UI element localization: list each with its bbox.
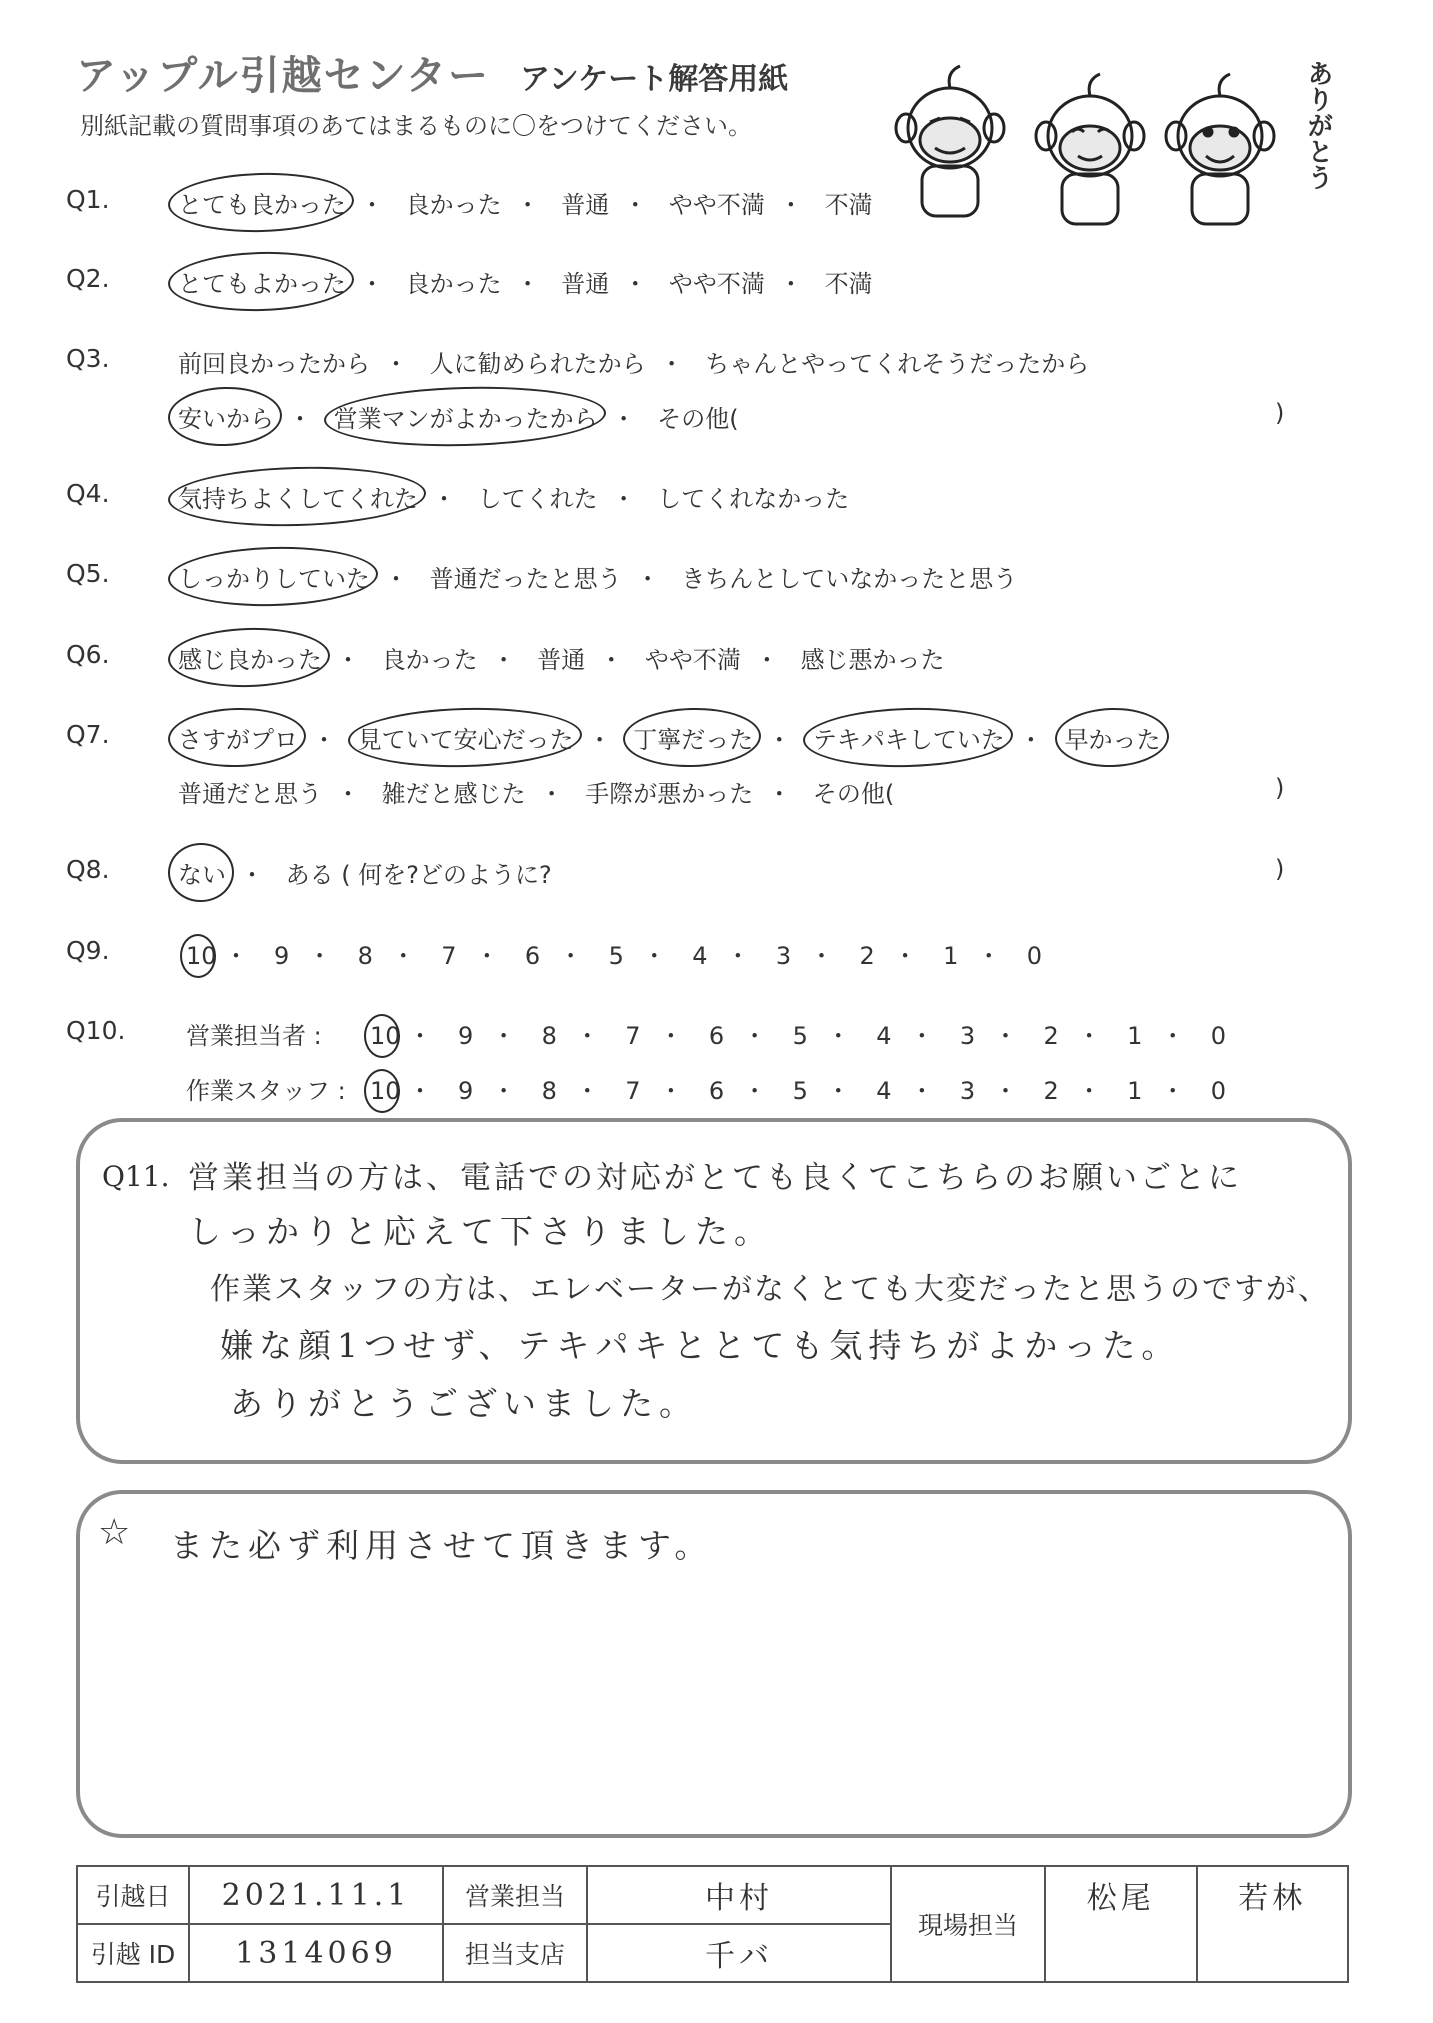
q3-option: 前回良かったから — [178, 350, 370, 378]
q10-staff-score: 5 — [792, 1077, 808, 1105]
q10-staff-score: 2 — [1043, 1077, 1059, 1105]
q7-option-other: その他( — [812, 780, 895, 808]
sales-rep-label: 営業担当 — [443, 1866, 587, 1924]
q10-staff-score: 7 — [625, 1077, 641, 1105]
mascot-middle — [1036, 74, 1144, 224]
move-id-value: 1314069 — [189, 1924, 443, 1982]
q10-staff-score-selected: 10 — [370, 1077, 401, 1105]
q11-comment-box — [76, 1118, 1352, 1464]
q7-option-selected: 見ていて安心だった — [358, 720, 574, 755]
document-title: アップル引越センター — [76, 53, 490, 99]
q10-sales-score-selected: 10 — [370, 1022, 401, 1050]
q9-score: 4 — [692, 942, 708, 970]
q6-option-selected: 感じ良かった — [178, 640, 322, 675]
moving-info-table — [76, 1865, 1349, 1983]
q4-label: Q4. — [66, 479, 110, 508]
q1-option-selected: とても良かった — [178, 185, 346, 220]
q7-label: Q7. — [66, 720, 110, 749]
q10-staff-score: 8 — [541, 1077, 557, 1105]
q3-option: ちゃんとやってくれそうだったから — [705, 350, 1090, 378]
q10-sales-score: 1 — [1127, 1022, 1143, 1050]
q6-label: Q6. — [66, 640, 110, 669]
move-date-label: 引越日 — [77, 1866, 189, 1924]
q9-label: Q9. — [66, 936, 110, 965]
q10-staff-scale: 10 ・ 9 ・ 8 ・ 7 ・ 6 ・ 5 ・ 4 ・ 3 ・ 2 ・ 1 ・ 0 — [370, 1071, 1230, 1106]
q10-staff-score: 3 — [959, 1077, 976, 1105]
q8-option: ある ( 何を?どのように? — [285, 861, 552, 889]
q5-options: しっかりしていた ・ 普通だったと思う ・ きちんとしていなかったと思う — [178, 559, 1017, 594]
q4-options: 気持ちよくしてくれた ・ してくれた ・ してくれなかった — [178, 479, 849, 514]
q2-option-selected: とてもよかった — [178, 264, 346, 299]
q1-label: Q1. — [66, 185, 110, 214]
q7-options-line1: さすがプロ ・ 見ていて安心だった ・ 丁寧だった ・ テキパキしていた ・ 早かった — [178, 720, 1161, 755]
q9-score: 2 — [859, 942, 875, 970]
q10-staff-score: 0 — [1210, 1077, 1227, 1105]
q3-option-other: その他( — [657, 405, 739, 433]
q11-label: Q11. — [102, 1160, 170, 1193]
q9-score: 3 — [775, 942, 792, 970]
q8-paren-close: ) — [1275, 855, 1285, 883]
q6-option: 感じ悪かった — [800, 646, 945, 674]
q11-comment-line: しっかりと応えて下さりました。 — [188, 1212, 773, 1251]
q8-option-selected: ない — [178, 855, 226, 890]
q2-option: 普通 — [561, 270, 610, 298]
q1-option: 不満 — [824, 191, 873, 219]
q7-paren-close: ) — [1275, 774, 1285, 802]
q10-sales-score: 5 — [792, 1022, 808, 1050]
q3-options-line2: 安いから ・ 営業マンがよかったから ・ その他( — [178, 399, 739, 434]
q4-option-selected: 気持ちよくしてくれた — [178, 479, 418, 514]
q10-sales-scale: 10 ・ 9 ・ 8 ・ 7 ・ 6 ・ 5 ・ 4 ・ 3 ・ 2 ・ 1 ・ 0 — [370, 1016, 1230, 1051]
site-rep-value-2: 若林 — [1197, 1866, 1349, 1982]
q6-option: 普通 — [537, 646, 586, 674]
site-rep-value-1: 松尾 — [1045, 1866, 1197, 1982]
q10-sales-score: 6 — [708, 1022, 725, 1050]
q10-label: Q10. — [66, 1016, 126, 1045]
q10-sales-score: 0 — [1210, 1022, 1227, 1050]
site-rep-label: 現場担当 — [891, 1866, 1045, 1982]
q9-score: 1 — [943, 942, 959, 970]
q6-options: 感じ良かった ・ 良かった ・ 普通 ・ やや不満 ・ 感じ悪かった — [178, 640, 945, 675]
q11-comment-line: ありがとうございました。 — [230, 1384, 698, 1423]
q10-sales-score: 8 — [541, 1022, 557, 1050]
mascot-right — [1166, 74, 1274, 224]
document-subtitle: アンケート解答用紙 — [520, 62, 789, 97]
mascot-left — [896, 66, 1004, 216]
q4-option: してくれなかった — [657, 485, 850, 513]
q9-score: 5 — [608, 942, 624, 970]
q10-staff-score: 1 — [1127, 1077, 1143, 1105]
q10-sales-score: 9 — [458, 1022, 474, 1050]
q7-option: 雑だと感じた — [381, 780, 526, 808]
q2-label: Q2. — [66, 264, 110, 293]
q11-comment-line: 作業スタッフの方は、エレベーターがなくとても大変だったと思うのですが、 — [210, 1272, 1330, 1307]
q10-staff-score: 4 — [876, 1077, 892, 1105]
monkey-mascots-illustration — [880, 48, 1310, 228]
q7-options-line2: 普通だと思う ・ 雑だと感じた ・ 手際が悪かった ・ その他( — [178, 774, 894, 809]
q7-option: 普通だと思う — [178, 780, 322, 808]
q6-option: 良かった — [381, 646, 478, 674]
q8-options: ない ・ ある ( 何を?どのように? — [178, 855, 552, 890]
q9-score: 0 — [1026, 942, 1043, 970]
q5-option: きちんとしていなかったと思う — [681, 565, 1018, 593]
q1-options: とても良かった ・ 良かった ・ 普通 ・ やや不満 ・ 不満 — [178, 185, 873, 220]
q7-option-selected: 早かった — [1065, 720, 1161, 755]
q2-option: 不満 — [824, 270, 873, 298]
q10-sales-score: 4 — [876, 1022, 892, 1050]
branch-label: 担当支店 — [443, 1924, 587, 1982]
q9-score-selected: 10 — [186, 942, 217, 970]
q3-option: 人に勧められたから — [429, 350, 646, 378]
q3-options-line1: 前回良かったから ・ 人に勧められたから ・ ちゃんとやってくれそうだったから — [178, 344, 1089, 379]
q2-option: やや不満 — [668, 270, 765, 298]
q5-option-selected: しっかりしていた — [178, 559, 370, 594]
free-comment-text: また必ず利用させて頂きます。 — [170, 1526, 714, 1565]
free-comment-box — [76, 1490, 1352, 1838]
q9-score: 7 — [441, 942, 457, 970]
q2-option: 良かった — [405, 270, 502, 298]
q5-label: Q5. — [66, 559, 110, 588]
q2-options: とてもよかった ・ 良かった ・ 普通 ・ やや不満 ・ 不満 — [178, 264, 873, 299]
q1-option: 良かった — [405, 191, 502, 219]
q1-option: やや不満 — [668, 191, 765, 219]
branch-value: 千バ — [587, 1924, 891, 1982]
q7-option-selected: テキパキしていた — [813, 720, 1005, 755]
q10-staff-label: 作業スタッフ : — [186, 1077, 346, 1105]
q9-score: 8 — [357, 942, 373, 970]
q7-option: 手際が悪かった — [585, 780, 754, 808]
instruction-text: 別紙記載の質問事項のあてはまるものに〇をつけてください。 — [80, 112, 752, 140]
q10-sales-score: 2 — [1043, 1022, 1059, 1050]
q10-sales-score: 7 — [625, 1022, 641, 1050]
q10-sales-score: 3 — [959, 1022, 976, 1050]
q3-option-selected: 安いから — [178, 399, 274, 434]
arigatou-text: ありがとう — [1303, 60, 1333, 190]
q10-sales-label: 営業担当者 : — [186, 1022, 322, 1050]
q9-score: 6 — [524, 942, 541, 970]
sales-rep-value: 中村 — [587, 1866, 891, 1924]
q11-comment-line: 営業担当の方は、電話での対応がとても良くてこちらのお願いごとに — [188, 1160, 1242, 1196]
q10-staff-score: 9 — [458, 1077, 474, 1105]
move-date-value: 2021.11.1 — [189, 1866, 443, 1924]
star-icon: ☆ — [98, 1512, 131, 1553]
q8-label: Q8. — [66, 855, 110, 884]
move-id-label: 引越 ID — [77, 1924, 189, 1982]
q3-option-selected: 営業マンがよかったから — [334, 399, 598, 434]
q3-label: Q3. — [66, 344, 110, 373]
q7-option-selected: 丁寧だった — [633, 720, 753, 755]
q7-option-selected: さすがプロ — [178, 720, 298, 755]
q1-option: 普通 — [561, 191, 610, 219]
q3-paren-close: ) — [1275, 399, 1285, 427]
q10-staff-score: 6 — [708, 1077, 725, 1105]
q9-scale: 10 ・ 9 ・ 8 ・ 7 ・ 6 ・ 5 ・ 4 ・ 3 ・ 2 ・ 1 ・ 0 — [186, 936, 1046, 971]
q9-score: 9 — [274, 942, 290, 970]
q4-option: してくれた — [477, 485, 598, 513]
q5-option: 普通だったと思う — [429, 565, 622, 593]
q6-option: やや不満 — [644, 646, 741, 674]
q11-comment-line: 嫌な顔1つせず、テキパキととても気持ちがよかった。 — [220, 1326, 1181, 1365]
